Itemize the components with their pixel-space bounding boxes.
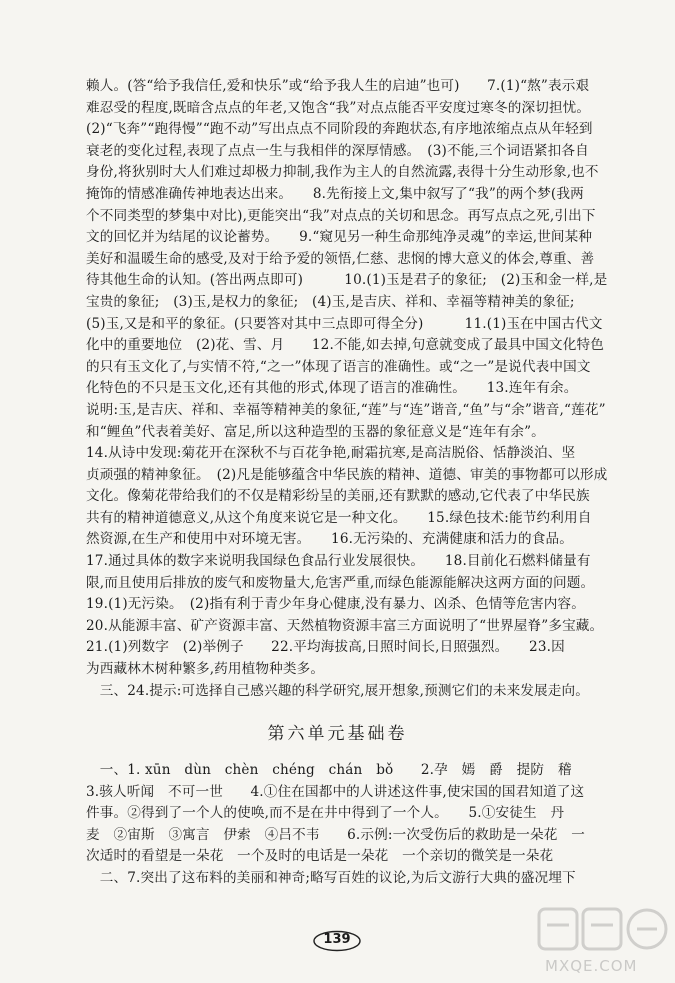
text-line: 然资源,在生产和使用中对环境无害。 16.无污染的、充满健康和活力的食品。 [86, 531, 574, 548]
text-line: 个不同类型的梦集中对比),更能突出“我”对点点的关切和思念。再写点点之死,引出下 [86, 207, 596, 224]
text-line: 化中的重要地位 (2)花、雪、月 12.不能,如去掉,句意就变成了最具中国文化特色 [86, 337, 605, 354]
watermark [535, 905, 670, 980]
text-line: 21.(1)列数字 (2)举例子 22.平均海拔高,日照时间长,日照强烈。 23.因 [86, 639, 565, 656]
page-number-text: 139 [323, 932, 351, 947]
text-line: 文的回忆并为结尾的议论蓄势。 9.“窥见另一种生命那纯净灵魂”的幸运,世间某种 [86, 229, 593, 246]
text-line: 次适时的看望是一朵花 一个及时的电话是一朵花 一个亲切的微笑是一朵花 [86, 848, 554, 865]
text-line: 一、1. xūn dùn chèn chéng chán bǒ 2.孕 嫣 爵 提防 稽 [86, 762, 572, 778]
text-line: (2)“飞奔”“跑得慢”“跑不动”写出点点不同阶段的奔跑状态,有序地浓缩点点从年轻到 [86, 121, 593, 138]
answer-text-block [86, 76, 642, 702]
text-line: 身份,将狄别时大人们难过却极力抑制,我作为主人的自然流露,表得十分生动形象,也不 [86, 164, 599, 181]
text-line: 贞顽强的精神象征。 (2)凡是能够蕴含中华民族的精神、道德、审美的事物都可以形成 [86, 466, 608, 483]
text-line: 限,而且使用后排放的废气和废物量大,危害严重,而绿色能源能解决这两方面的问题。 [86, 574, 595, 591]
text-line: 二、7.突出了这布料的美丽和神奇;略写百姓的议论,为后文游行大典的盛况埋下 [86, 869, 576, 886]
text-line: 难忍受的程度,既暗含点点的年老,又饱含“我”对点点能否平安度过寒冬的深切担忧。 [86, 99, 591, 116]
text-line: 为西藏林木树种繁多,药用植物种类多。 [86, 661, 325, 678]
text-line: 化特色的不只是玉文化,还有其他的形式,体现了语言的准确性。 13.连年有余。 [86, 380, 578, 397]
text-line: 和“鲤鱼”代表着美好、富足,所以这种造型的玉器的象征意义是“连年有余”。 [86, 423, 545, 440]
text-line: 20.从能源丰富、矿产资源丰富、天然植物资源丰富三方面说明了“世界屋脊”多宝藏。 [86, 617, 604, 634]
text-line: 掩饰的情感准确传神地表达出来。 8.先衔接上文,集中叙写了“我”的两个梦(我两 [86, 185, 584, 202]
page-number [312, 930, 362, 952]
text-line: 麦 ②宙斯 ③寓言 伊索 ④吕不韦 6.示例:一次受伤后的救助是一朵花 一 [86, 826, 586, 843]
text-line: 共有的精神道德意义,从这个角度来说它是一种文化。 15.绿色技术:能节约利用自 [86, 509, 592, 526]
text-line: 赖人。(答“给予我信任,爱和快乐”或“给予我人生的启迪”也可) 7.(1)“熬”表示艰 [86, 78, 590, 94]
unit-six-answer-block [86, 760, 642, 890]
text-line: 说明:玉,是吉庆、祥和、幸福等精神美的象征,“莲”与“连”谐音,“鱼”与“余”谐音,“莲花” [86, 401, 606, 418]
section-title: 第六单元基础卷 [267, 724, 408, 744]
text-line: 待其他生命的认知。(答出两点即可) 10.(1)玉是君子的象征; (2)玉和金一样,是 [86, 272, 608, 289]
text-line: 美好和温暖生命的感受,及对于给予爱的领悟,仁慈、悲悯的博大意义的体会,尊重、善 [86, 250, 595, 267]
text-line: 17.通过具体的数字来说明我国绿色食品行业发展很快。 18.目前化石燃料储量有 [86, 553, 591, 570]
text-line: 14.从诗中发现:菊花开在深秋不与百花争艳,耐霜抗寒,是高洁脱俗、恬静淡泊、坚 [86, 445, 576, 462]
text-line: 19.(1)无污染。 (2)指有利于青少年身心健康,没有暴力、凶杀、色情等危害内容。 [86, 596, 585, 613]
text-line: 宝贵的象征; (3)玉,是权力的象征; (4)玉,是吉庆、祥和、幸福等精神美的象征; [86, 293, 575, 310]
text-line: 的只有玉文化了,与实情不符,“之一”体现了语言的准确性。或“之一”是说代表中国文 [86, 358, 591, 375]
text-line: 三、24.提示:可选择自己感兴趣的科学研究,展开想象,预测它们的未来发展走向。 [86, 682, 590, 699]
text-line: 文化。像菊花带给我们的不仅是精彩纷呈的美丽,还有默默的感动,它代表了中华民族 [86, 488, 590, 505]
text-line: (5)玉,又是和平的象征。(只要答对其中三点即可得全分) 11.(1)玉在中国古代文 [86, 315, 603, 332]
text-line: 衰老的变化过程,表现了点点一生与我相伴的深厚情感。 (3)不能,三个词语紧扣各自 [86, 142, 589, 159]
watermark-logo-icon [535, 905, 670, 957]
text-line: 件事。②得到了一个人的使唤,而不是在井中得到了一个人。 5.①安徒生 丹 [86, 805, 565, 822]
watermark-text: MXQE.COM [545, 957, 638, 975]
text-line: 3.骇人听闻 不可一世 4.①住在国都中的人讲述这件事,使宋国的国君知道了这 [86, 783, 585, 800]
